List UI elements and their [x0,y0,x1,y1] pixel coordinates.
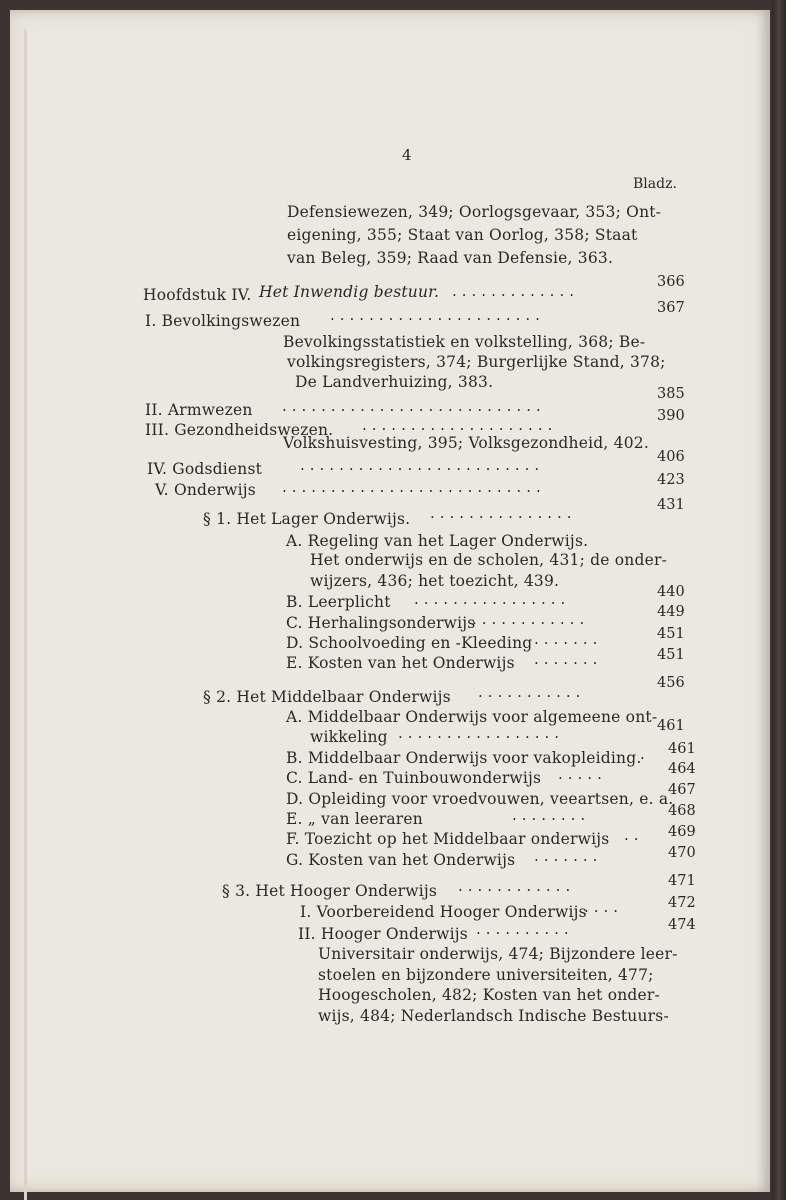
toc-line: Defensiewezen, 349; Oorlogsgevaar, 353; Ont- [287,203,662,221]
toc-line: A. Regeling van het Lager Onderwijs. [286,532,589,550]
paragraph-label: § 2. Het Middelbaar Onderwijs [203,688,451,706]
chapter-title: Het Inwendig bestuur. [259,283,440,301]
chapter-prefix: Hoofdstuk IV. [143,286,252,304]
leader-dots: ........ [512,806,591,824]
toc-page: 467 [668,782,696,798]
toc-line: I. Voorbereidend Hooger Onderwijs [300,903,587,921]
leader-dots: ............... [430,504,577,522]
section-label: I. Bevolkingswezen [145,312,301,330]
toc-line: wijzers, 436; het toezicht, 439. [310,572,560,590]
toc-line: E. Kosten van het Onderwijs [286,654,515,672]
leader-dots: ........................... [282,397,546,415]
toc-line: stoelen en bijzondere universiteiten, 477; [318,966,654,984]
section-label: III. Gezondheidswezen. [145,421,334,439]
toc-line: C. Herhalingsonderwijs [286,614,476,632]
toc-page: 440 [657,584,685,600]
toc-line: E. „ van leeraren [286,810,423,828]
page-edge [24,30,27,1200]
toc-line: De Landverhuizing, 383. [295,373,494,391]
toc-line: Het onderwijs en de scholen, 431; de onder- [310,551,668,569]
toc-page: 406 [657,449,685,465]
toc-line: Volkshuisvesting, 395; Volksgezondheid, 402. [283,434,649,452]
toc-page: 469 [668,824,696,840]
toc-page: 472 [668,895,696,911]
leader-dots: .................... [362,416,558,434]
toc-page: 470 [668,845,696,861]
toc-page: 456 [657,675,685,691]
section-label: V. Onderwijs [155,481,256,499]
toc-line: Hoogescholen, 482; Kosten van het onder- [318,986,660,1004]
toc-line: D. Schoolvoeding en -Kleeding [286,634,533,652]
leader-dots: ............ [472,610,590,628]
toc-line: C. Land- en Tuinbouwonderwijs [286,769,542,787]
toc-page: 471 [668,873,696,889]
toc-line: Bevolkingsstatistiek en volkstelling, 368; Be- [283,333,646,351]
toc-page: 461 [668,741,696,757]
toc-page: 474 [668,917,696,933]
toc-page: 366 [657,274,685,290]
toc-line: volkingsregisters, 374; Burgerlijke Stand, 378; [287,353,666,371]
column-header: Bladz. [633,176,677,192]
toc-line: B. Middelbaar Onderwijs voor vakopleiding. [286,749,642,767]
leader-dots: .. [624,826,644,844]
leader-dots: .... [584,898,624,916]
book-spine [772,0,786,1200]
toc-page: 464 [668,761,696,777]
toc-line: B. Leerplicht [286,593,391,611]
leader-dots: ...................... [330,306,545,324]
toc-line: van Beleg, 359; Raad van Defensie, 363. [287,249,614,267]
toc-line: eigening, 355; Staat van Oorlog, 358; Staat [287,226,638,244]
leader-dots: ........................... [282,478,546,496]
toc-page: 461 [657,718,685,734]
leader-dots: ................. [398,724,565,742]
toc-page: 385 [657,386,685,402]
toc-page: 423 [657,472,685,488]
leader-dots: ........... [478,683,586,701]
leader-dots: ......................... [300,456,545,474]
paragraph-label: § 1. Het Lager Onderwijs. [203,510,411,528]
toc-page: 451 [657,647,685,663]
toc-line: wikkeling [310,728,388,746]
section-label: II. Armwezen [145,401,253,419]
toc-line: G. Kosten van het Onderwijs [286,851,516,869]
leader-dots: ............ [458,877,576,895]
leader-dots: . [640,745,650,763]
toc-page: 451 [657,626,685,642]
toc-line: A. Middelbaar Onderwijs voor algemeene ont- [286,708,658,726]
toc-page: 390 [657,408,685,424]
toc-line: D. Opleiding voor vroedvouwen, veeartsen, e. a. [286,790,674,808]
toc-page: 449 [657,604,685,620]
toc-page: 468 [668,803,696,819]
leader-dots: ....... [534,650,603,668]
toc-line: wijs, 484; Nederlandsch Indische Bestuurs- [318,1007,669,1025]
toc-line: II. Hooger Onderwijs [298,925,468,943]
leader-dots: ................ [414,590,571,608]
page-number: 4 [402,146,412,164]
toc-line: F. Toezicht op het Middelbaar onderwijs [286,830,610,848]
leader-dots: ..... [558,765,607,783]
paragraph-label: § 3. Het Hooger Onderwijs [222,882,438,900]
leader-dots: .......... [476,920,574,938]
leader-dots: ....... [534,847,603,865]
toc-page: 431 [657,497,685,513]
toc-line: Universitair onderwijs, 474; Bijzondere leer- [318,945,678,963]
section-label: IV. Godsdienst [147,460,263,478]
toc-page: 367 [657,300,685,316]
leader-dots: ....... [534,630,603,648]
leader-dots: ............. [452,282,579,300]
